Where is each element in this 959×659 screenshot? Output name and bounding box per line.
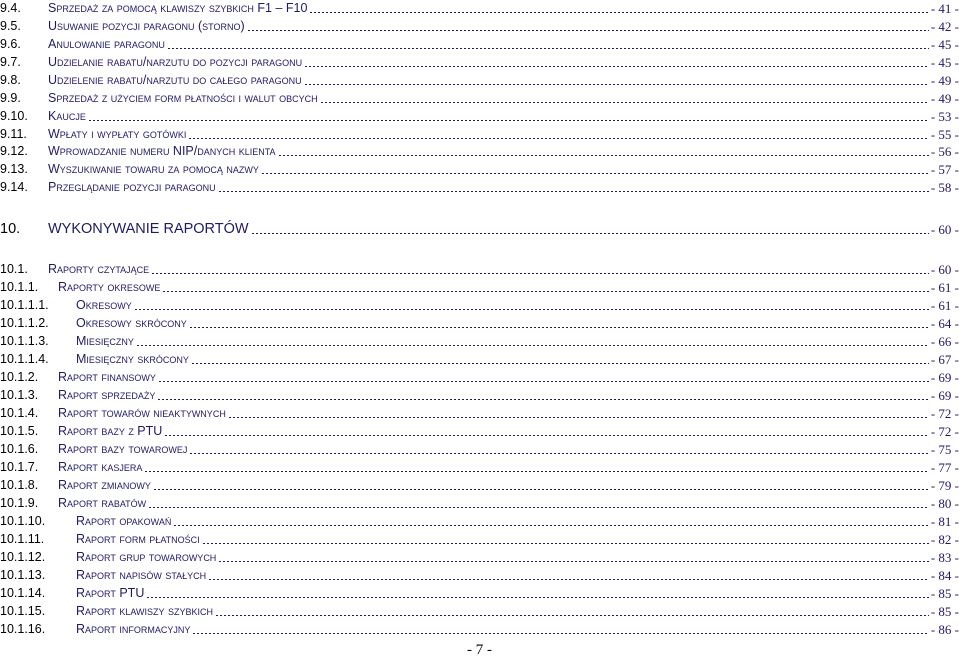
toc-entry-number: 10.1.12. — [0, 550, 46, 564]
toc-dot-leader — [157, 399, 928, 400]
toc-entry[interactable] — [0, 513, 959, 530]
toc-entry[interactable] — [0, 279, 959, 296]
toc-dot-leader — [192, 633, 928, 634]
toc-dot-leader — [146, 597, 928, 598]
toc-entry-page: - 84 - — [930, 568, 959, 583]
toc-entry-title[interactable]: Przeglądanie pozycji paragonu — [48, 180, 216, 194]
toc-dot-leader — [215, 615, 929, 616]
toc-entry-title[interactable]: Raport kasjera — [58, 460, 143, 474]
toc-entry-page: - 79 - — [930, 478, 959, 493]
toc-entry-title[interactable]: Raport grup towarowych — [76, 550, 217, 564]
toc-dot-leader — [278, 155, 929, 156]
toc-entry-page: - 85 - — [930, 604, 959, 619]
toc-entry-page: - 69 - — [930, 388, 959, 403]
toc-entry-page: - 45 - — [930, 55, 959, 70]
toc-entry[interactable] — [0, 179, 959, 196]
toc-entry-title[interactable]: Miesięczny skrócony — [76, 352, 189, 366]
toc-dot-leader — [218, 191, 929, 192]
toc-entry-number: 10. — [0, 221, 21, 237]
toc-entry-page: - 86 - — [930, 622, 959, 637]
toc-entry-title[interactable]: Raport form płatności — [76, 532, 200, 546]
toc-entry[interactable] — [0, 161, 959, 178]
toc-entry[interactable] — [0, 315, 959, 332]
toc-entry[interactable] — [0, 387, 959, 404]
toc-entry[interactable] — [0, 441, 959, 458]
toc-entry-title[interactable]: Wprowadzanie numeru NIP/danych klienta — [48, 144, 276, 158]
toc-entry-page: - 72 - — [930, 406, 959, 421]
toc-entry-page: - 80 - — [930, 496, 959, 511]
toc-entry[interactable] — [0, 459, 959, 476]
toc-entry-page: - 56 - — [930, 144, 959, 159]
toc-entry-page: - 67 - — [930, 352, 959, 367]
toc-entry-page: - 66 - — [930, 334, 959, 349]
toc-entry-title[interactable]: Raport napisów stałych — [76, 568, 207, 582]
toc-entry-number: 9.6. — [0, 37, 21, 51]
toc-entry-number: 10.1.7. — [0, 460, 39, 474]
toc-entry-title[interactable]: Okresowy — [76, 298, 132, 312]
toc-entry-title[interactable]: Raport informacyjny — [76, 622, 191, 636]
toc-entry[interactable] — [0, 405, 959, 422]
toc-entry-title[interactable]: Raport finansowy — [58, 370, 156, 384]
toc-dot-leader — [164, 435, 929, 436]
toc-dot-leader — [189, 453, 929, 454]
toc-entry-number: 10.1.9. — [0, 496, 39, 510]
toc-entry-title[interactable]: Sprzedaż za pomocą klawiszy szybkich F1 – F10 — [48, 1, 308, 15]
toc-entry-title[interactable]: Raporty czytające — [48, 262, 150, 276]
page-number: - 7 - — [467, 642, 492, 658]
toc-dot-leader — [304, 66, 929, 67]
toc-entry-number: 10.1.3. — [0, 388, 39, 402]
toc-entry-title[interactable]: Raport bazy towarowej — [58, 442, 188, 456]
toc-entry-page: - 41 - — [930, 1, 959, 16]
toc-dot-leader — [228, 417, 929, 418]
toc-entry-page: - 60 - — [930, 222, 959, 237]
toc-dot-leader — [134, 309, 929, 310]
toc-entry-number: 10.1.8. — [0, 478, 39, 492]
toc-entry-title[interactable]: Sprzedaż z użyciem form płatności i walut obcych — [48, 91, 318, 105]
toc-entry-number: 10.1.6. — [0, 442, 39, 456]
toc-entry[interactable] — [0, 477, 959, 494]
toc-dot-leader — [148, 507, 929, 508]
toc-entry-number: 9.7. — [0, 55, 21, 69]
toc-dot-leader — [309, 12, 928, 13]
toc-entry[interactable] — [0, 54, 959, 71]
toc-entry-page: - 49 - — [930, 91, 959, 106]
toc-entry-page: - 69 - — [930, 370, 959, 385]
toc-entry-title[interactable]: Wyszukiwanie towaru za pomocą nazwy — [48, 162, 259, 176]
toc-entry-page: - 61 - — [930, 298, 959, 313]
toc-entry[interactable] — [0, 333, 959, 350]
toc-entry-page: - 60 - — [930, 262, 959, 277]
toc-dot-leader — [247, 30, 929, 31]
toc-entry-page: - 81 - — [930, 514, 959, 529]
toc-entry-number: 10.1.4. — [0, 406, 39, 420]
toc-entry[interactable] — [0, 221, 959, 238]
toc-entry[interactable] — [0, 531, 959, 548]
toc-entry-page: - 77 - — [930, 460, 959, 475]
toc-entry[interactable] — [0, 143, 959, 160]
toc-entry-number: 9.4. — [0, 1, 21, 15]
toc-entry-title[interactable]: Okresowy skrócony — [76, 316, 187, 330]
toc-dot-leader — [173, 525, 928, 526]
toc-dot-leader — [218, 561, 929, 562]
toc-dot-leader — [136, 345, 929, 346]
toc-entry-number: 10.1.1.4. — [0, 352, 49, 366]
toc-entry-number: 9.10. — [0, 109, 28, 123]
toc-dot-leader — [162, 291, 928, 292]
toc-entry[interactable] — [0, 36, 959, 53]
toc-entry-number: 10.1.10. — [0, 514, 46, 528]
toc-entry-page: - 55 - — [930, 127, 959, 142]
toc-entry-title[interactable]: Usuwanie pozycji paragonu (storno) — [48, 19, 245, 33]
toc-entry-page: - 64 - — [930, 316, 959, 331]
toc-entry-number: 10.1.1.3. — [0, 334, 49, 348]
toc-entry-title[interactable]: Raport zmianowy — [58, 478, 151, 492]
toc-entry-title[interactable]: Raport PTU — [76, 586, 145, 600]
toc-entry[interactable] — [0, 18, 959, 35]
toc-entry-title[interactable]: Raport bazy z PTU — [58, 424, 163, 438]
toc-entry-number: 9.5. — [0, 19, 21, 33]
toc-entry-title[interactable]: Udzielenie rabatu/narzutu do całego paragonu — [48, 73, 302, 87]
toc-entry[interactable] — [0, 297, 959, 314]
toc-entry-page: - 57 - — [930, 162, 959, 177]
toc-entry[interactable] — [0, 567, 959, 584]
toc-entry-title[interactable]: Kaucje — [48, 109, 86, 123]
toc-entry-title[interactable]: Raport klawiszy szybkich — [76, 604, 213, 618]
toc-entry-page: - 58 - — [930, 180, 959, 195]
toc-entry-page: - 83 - — [930, 550, 959, 565]
toc-entry-page: - 49 - — [930, 73, 959, 88]
toc-entry-title[interactable]: Anulowanie paragonu — [48, 37, 165, 51]
toc-entry-number: 9.11. — [0, 127, 27, 141]
toc-dot-leader — [88, 120, 929, 121]
toc-entry[interactable] — [0, 621, 959, 638]
toc-entry-page: - 45 - — [930, 37, 959, 52]
toc-entry[interactable] — [0, 351, 959, 368]
toc-entry-title[interactable]: WYKONYWANIE RAPORTÓW — [48, 221, 249, 237]
toc-dot-leader — [144, 471, 928, 472]
toc-entry-number: 10.1.15. — [0, 604, 46, 618]
toc-entry-page: - 42 - — [930, 19, 959, 34]
toc-dot-leader — [188, 138, 928, 139]
toc-entry[interactable] — [0, 495, 959, 512]
toc-entry-page: - 75 - — [930, 442, 959, 457]
toc-dot-leader — [158, 381, 929, 382]
toc-dot-leader — [320, 102, 929, 103]
toc-entry-number: 10.1.16. — [0, 622, 46, 636]
toc-entry-number: 9.8. — [0, 73, 21, 87]
toc-entry-title[interactable]: Raport opakowań — [76, 514, 172, 528]
toc-entry[interactable] — [0, 126, 959, 143]
toc-entry-title[interactable]: Wpłaty i wypłaty gotówki — [48, 127, 187, 141]
toc-dot-leader — [191, 363, 929, 364]
toc-dot-leader — [304, 84, 929, 85]
toc-entry[interactable] — [0, 72, 959, 89]
toc-dot-leader — [189, 327, 929, 328]
toc-entry-title[interactable]: Miesięczny — [76, 334, 134, 348]
toc-dot-leader — [202, 543, 929, 544]
toc-entry-page: - 61 - — [930, 280, 959, 295]
toc-entry[interactable] — [0, 603, 959, 620]
toc-entry-page: - 53 - — [930, 109, 959, 124]
toc-dot-leader — [153, 489, 929, 490]
toc-entry-title[interactable]: Raport rabatów — [58, 496, 147, 510]
toc-entry-title[interactable]: Udzielanie rabatu/narzutu do pozycji paragonu — [48, 55, 303, 69]
toc-dot-leader — [208, 579, 929, 580]
toc-entry-number: 10.1.1.2. — [0, 316, 49, 330]
toc-entry[interactable] — [0, 423, 959, 440]
toc-entry[interactable] — [0, 90, 959, 107]
toc-entry-number: 9.12. — [0, 144, 28, 158]
toc-dot-leader — [251, 233, 929, 234]
toc-entry-number: 10.1.5. — [0, 424, 39, 438]
toc-entry-page: - 72 - — [930, 424, 959, 439]
toc-entry-number: 10.1.1.1. — [0, 298, 49, 312]
toc-entry-number: 10.1.2. — [0, 370, 39, 384]
toc-entry-page: - 85 - — [930, 586, 959, 601]
toc-dot-leader — [167, 48, 929, 49]
toc-entry-title[interactable]: Raporty okresowe — [58, 280, 161, 294]
toc-entry[interactable] — [0, 369, 959, 386]
toc-entry-number: 10.1.14. — [0, 586, 46, 600]
toc-entry-number: 10.1. — [0, 262, 28, 276]
toc-entry-number: 10.1.13. — [0, 568, 46, 582]
toc-entry[interactable] — [0, 261, 959, 278]
toc-entry-title[interactable]: Raport towarów nieaktywnych — [58, 406, 226, 420]
toc-entry[interactable] — [0, 0, 959, 17]
toc-entry[interactable] — [0, 549, 959, 566]
toc-entry-page: - 82 - — [930, 532, 959, 547]
toc-dot-leader — [261, 173, 929, 174]
toc-entry[interactable] — [0, 585, 959, 602]
toc-entry-number: 9.9. — [0, 91, 21, 105]
toc-dot-leader — [151, 273, 929, 274]
toc-entry-number: 10.1.1. — [0, 280, 39, 294]
toc-entry-number: 10.1.11. — [0, 532, 45, 546]
toc-entry-number: 9.13. — [0, 162, 28, 176]
toc-entry-title[interactable]: Raport sprzedaży — [58, 388, 156, 402]
toc-entry[interactable] — [0, 108, 959, 125]
toc-entry-number: 9.14. — [0, 180, 28, 194]
